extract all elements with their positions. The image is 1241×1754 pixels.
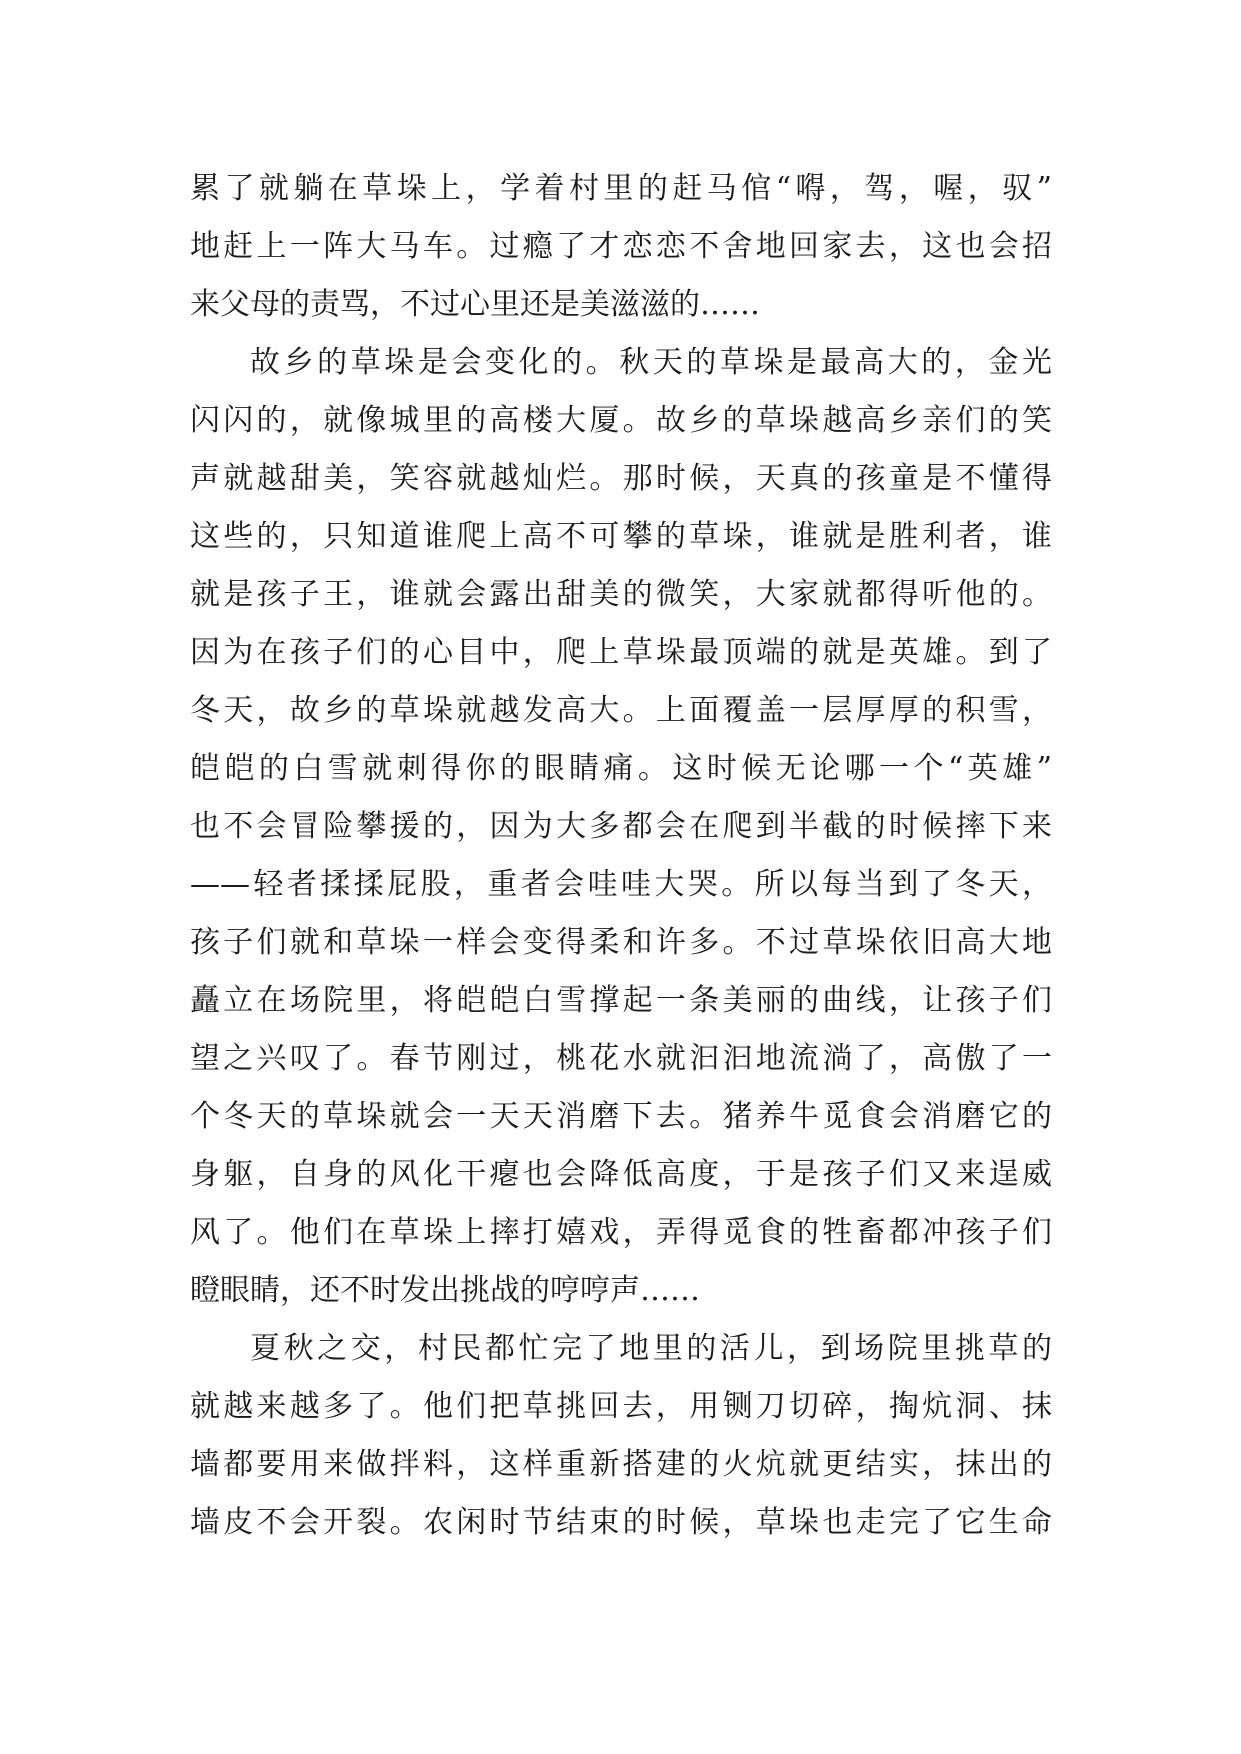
text-line: 来父母的责骂，不过心里还是美滋滋的…… [190,287,760,322]
text-line: 声就越甜美，笑容就越灿烂。那时候，天真的孩童是不懂得 [190,461,1052,496]
text-line: 墙皮不会开裂。农闲时节结束的时候，草垛也走完了它生命 [190,1505,1052,1540]
text-line: 皑皑的白雪就刺得你的眼睛痛。这时候无论哪一个“英雄” [190,751,1052,786]
text-line: 望之兴叹了。春节刚过，桃花水就汩汩地流淌了，高傲了一 [190,1041,1052,1076]
document-body [190,160,1052,1552]
text-line: 身躯，自身的风化干瘪也会降低高度，于是孩子们又来逞威 [190,1157,1052,1192]
text-line: 风了。他们在草垛上摔打嬉戏，弄得觅食的牲畜都冲孩子们 [190,1215,1052,1250]
text-line: 墙都要用来做拌料，这样重新搭建的火炕就更结实，抹出的 [190,1447,1052,1482]
text-line: 也不会冒险攀援的，因为大多都会在爬到半截的时候摔下来 [190,809,1052,844]
text-line: 就是孩子王，谁就会露出甜美的微笑，大家就都得听他的。 [190,577,1052,612]
text-line: ——轻者揉揉屁股，重者会哇哇大哭。所以每当到了冬天， [190,867,1052,902]
paragraph [190,160,1052,334]
text-line: 孩子们就和草垛一样会变得柔和许多。不过草垛依旧高大地 [190,925,1052,960]
paragraph [190,334,1052,1320]
text-line: 闪闪的，就像城里的高楼大厦。故乡的草垛越高乡亲们的笑 [190,403,1052,438]
text-line: 夏秋之交，村民都忙完了地里的活儿，到场院里挑草的 [250,1331,1052,1366]
text-line: 就越来越多了。他们把草挑回去，用铡刀切碎，掏炕洞、抹 [190,1389,1052,1424]
paragraph [190,1320,1052,1552]
text-line: 故乡的草垛是会变化的。秋天的草垛是最高大的，金光 [250,345,1052,380]
text-line: 这些的，只知道谁爬上高不可攀的草垛，谁就是胜利者，谁 [190,519,1052,554]
text-line: 因为在孩子们的心目中，爬上草垛最顶端的就是英雄。到了 [190,635,1052,670]
text-line: 瞪眼睛，还不时发出挑战的哼哼声…… [190,1273,700,1308]
text-line: 冬天，故乡的草垛就越发高大。上面覆盖一层厚厚的积雪， [190,693,1052,728]
text-line: 累了就躺在草垛上，学着村里的赶马倌“嘚，驾，喔，驭” [190,171,1052,206]
text-line: 地赶上一阵大马车。过瘾了才恋恋不舍地回家去，这也会招 [190,229,1052,264]
text-line: 个冬天的草垛就会一天天消磨下去。猪养牛觅食会消磨它的 [190,1099,1052,1134]
text-line: 矗立在场院里，将皑皑白雪撑起一条美丽的曲线，让孩子们 [190,983,1052,1018]
